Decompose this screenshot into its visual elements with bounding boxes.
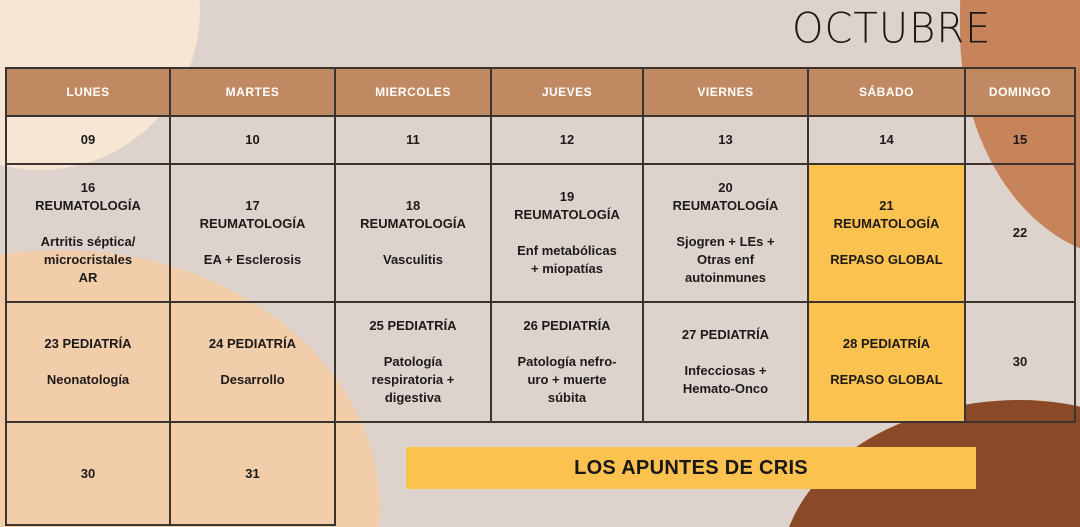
subject-label: REUMATOLOGÍA: [360, 216, 466, 231]
day-cell: [7, 165, 171, 303]
topic-line: Neonatología: [46, 372, 130, 387]
day-cell: [171, 165, 336, 303]
subject-label: REUMATOLOGÍA: [833, 216, 940, 231]
topic-line: + miopatías: [531, 261, 603, 276]
subject-label: REUMATOLOGÍA: [35, 198, 141, 213]
topic-line: REPASO GLOBAL: [830, 252, 943, 267]
day-cell-highlighted: [809, 165, 966, 303]
topic-line: Patología nefro-: [517, 354, 617, 369]
day-header-viernes: VIERNES: [644, 69, 809, 117]
subject-label: 26 PEDIATRÍA: [523, 318, 611, 333]
subject-label: 27 PEDIATRÍA: [681, 327, 770, 342]
day-cell: 09: [7, 117, 171, 165]
day-number: 20: [718, 180, 733, 195]
day-cell: [336, 165, 492, 303]
topic-line: Desarrollo: [220, 372, 285, 387]
topic-line: uro + muerte: [527, 372, 607, 387]
day-cell: [644, 165, 809, 303]
day-cell: 30: [7, 423, 171, 526]
subject-label: REUMATOLOGÍA: [672, 198, 779, 213]
day-header-jueves: JUEVES: [492, 69, 644, 117]
brand-banner: LOS APUNTES DE CRIS: [406, 447, 976, 489]
day-cell: [7, 303, 171, 423]
topic-line: EA + Esclerosis: [203, 252, 302, 267]
topic-line: REPASO GLOBAL: [830, 372, 943, 387]
topic-line: Hemato-Onco: [682, 381, 769, 396]
subject-label: 25 PEDIATRÍA: [369, 318, 457, 333]
day-cell: [966, 303, 1076, 423]
day-number: 17: [245, 198, 260, 213]
day-cell: [644, 303, 809, 423]
day-header-martes: MARTES: [171, 69, 336, 117]
day-cell-highlighted: [809, 303, 966, 423]
day-cell: 15: [966, 117, 1076, 165]
topic-line: Enf metabólicas: [517, 243, 617, 258]
day-number: 22: [1012, 225, 1028, 240]
day-cell: [492, 303, 644, 423]
day-cell: [336, 303, 492, 423]
topic-line: súbita: [547, 390, 587, 405]
topic-line: autoinmunes: [685, 270, 766, 285]
day-number: 21: [879, 198, 894, 213]
topic-line: microcristales: [43, 252, 133, 267]
day-cell: 14: [809, 117, 966, 165]
month-title: OCTUBRE: [792, 4, 992, 53]
day-header-domingo: DOMINGO: [966, 69, 1076, 117]
day-cell: 13: [644, 117, 809, 165]
subject-label: 24 PEDIATRÍA: [208, 336, 297, 351]
subject-label: 23 PEDIATRÍA: [44, 336, 132, 351]
day-header-sabado: SÁBADO: [809, 69, 966, 117]
day-cell: 31: [171, 423, 336, 526]
day-cell: [966, 165, 1076, 303]
topic-line: Artritis séptica/: [40, 234, 136, 249]
day-number: 16: [80, 180, 96, 195]
day-cell: 10: [171, 117, 336, 165]
topic-line: AR: [78, 270, 98, 285]
day-header-lunes: LUNES: [7, 69, 171, 117]
topic-line: Infecciosas +: [684, 363, 767, 378]
topic-line: Vasculitis: [383, 252, 443, 267]
topic-line: respiratoria +: [371, 372, 455, 387]
day-cell: 12: [492, 117, 644, 165]
day-number: 30: [1012, 354, 1028, 369]
topic-line: Patología: [383, 354, 443, 369]
day-cell: 11: [336, 117, 492, 165]
topic-line: Otras enf: [696, 252, 755, 267]
day-cell: [492, 165, 644, 303]
subject-label: REUMATOLOGÍA: [199, 216, 306, 231]
day-number: 19: [559, 189, 575, 204]
day-cell: [171, 303, 336, 423]
subject-label: REUMATOLOGÍA: [514, 207, 620, 222]
day-header-miercoles: MIERCOLES: [336, 69, 492, 117]
day-number: 18: [405, 198, 421, 213]
topic-line: digestiva: [384, 390, 442, 405]
topic-line: Sjogren + LEs +: [676, 234, 775, 249]
subject-label: 28 PEDIATRÍA: [842, 336, 931, 351]
